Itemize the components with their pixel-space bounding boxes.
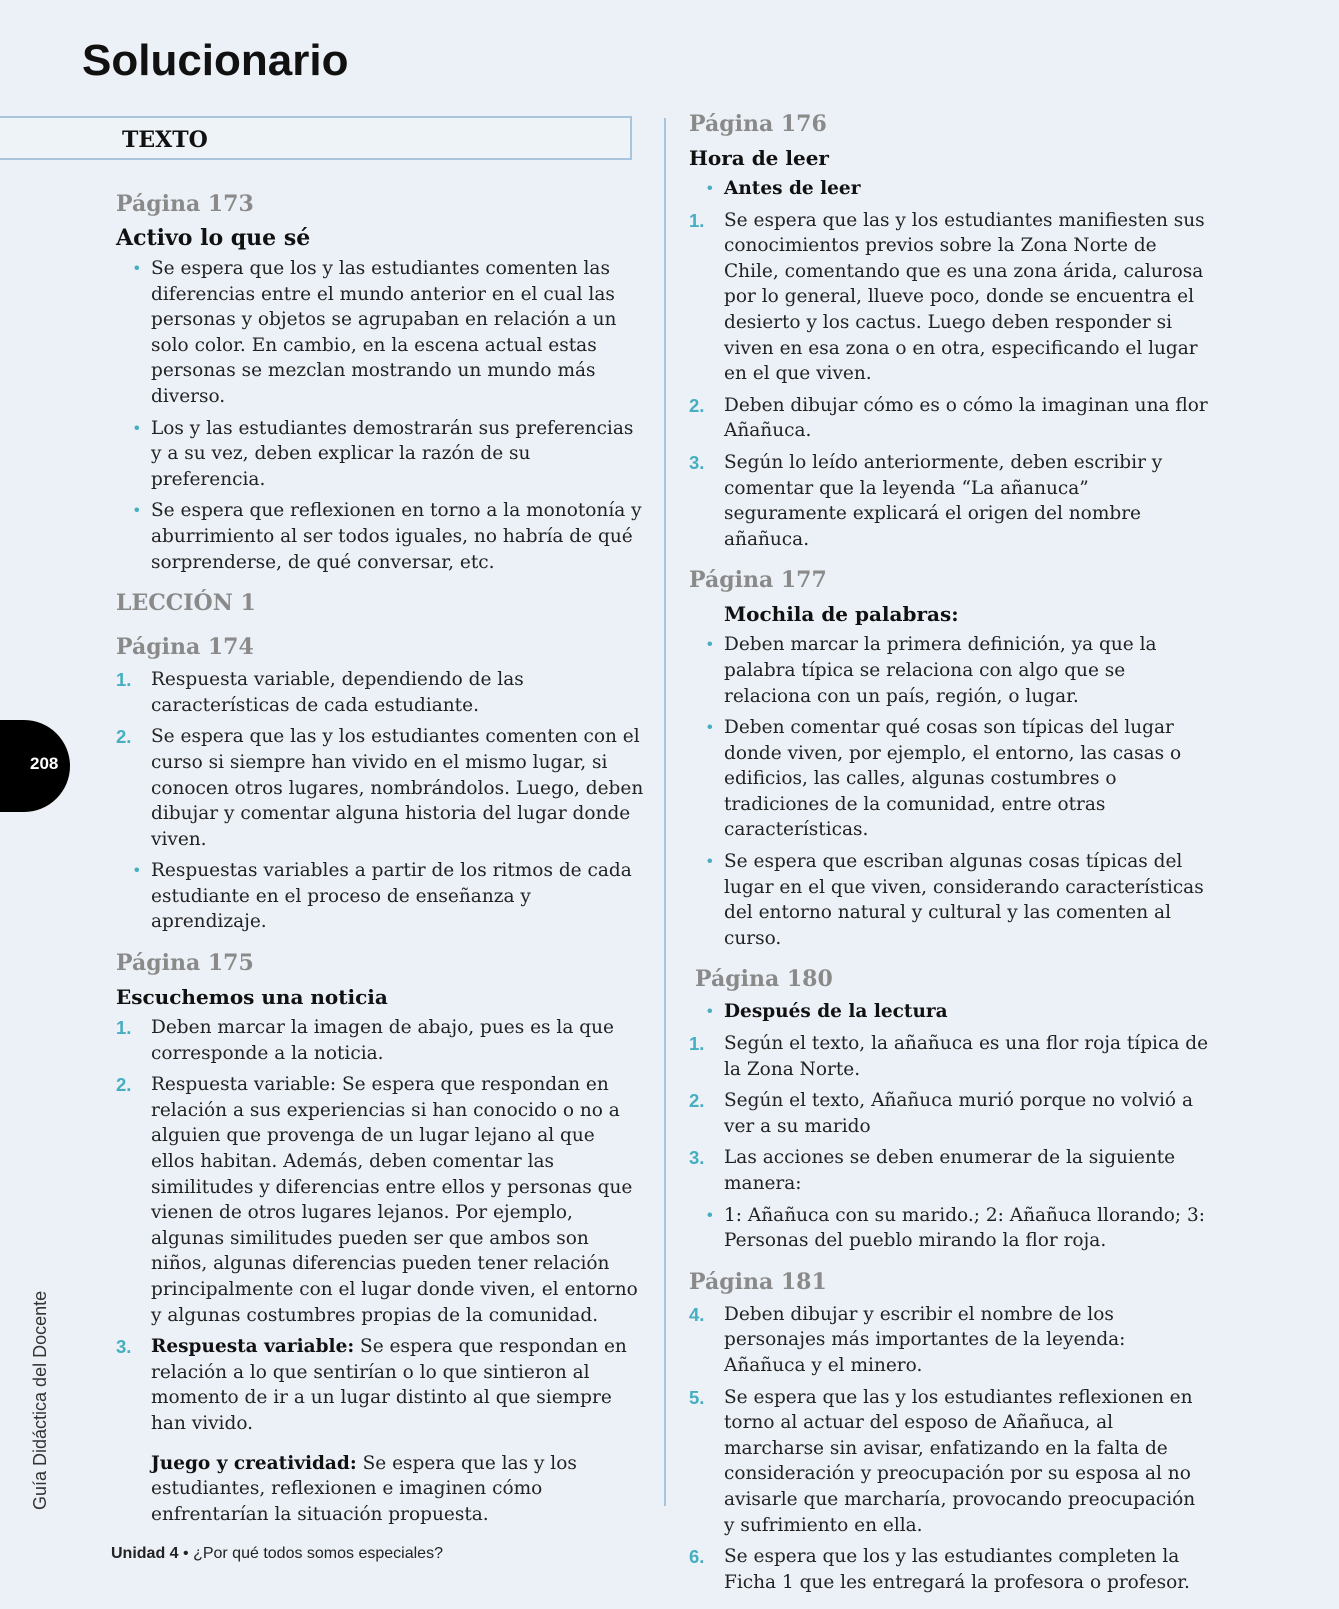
list-item: • Después de la lectura [689,999,1209,1025]
list-item: • Antes de leer [689,176,1209,202]
list-item: • Respuestas variables a partir de los ritmos de cada estudiante en el proceso de enseñanza y aprendizaje. [134,860,632,933]
bullet-dot-icon: • [707,853,713,871]
list-item: 3. Las acciones se deben enumerar de la siguiente manera: [689,1147,1176,1194]
list-item: 1. Respuesta variable, dependiendo de las características de cada estudiante. [116,669,524,716]
list-item: • Se espera que reflexionen en torno a la monotonía y aburrimiento al ser todos iguales, no habría de qué sorprenderse, de qué conversar, etc. [134,500,642,573]
list-item: 1. Se espera que las y los estudiantes manifiesten sus conocimientos previos sobre la Zona Norte de Chile, comentando que es una zona árida, calurosa por lo general, llueve poco, donde se encuentra el desierto y los cactus. Luego deben responder si viven en esa zona o en otra, especificando el lugar en el que viven. [689,209,1205,385]
page-heading-174: Página 174 [116,634,254,661]
bullet-dot-icon: • [707,1003,713,1021]
page-number-tab [0,720,70,812]
list-item: 2. Se espera que las y los estudiantes comenten con el curso si siempre han vivido en el mismo lugar, si conocen otros lugares, nombrándolos. Luego, deben dibujar y comentar alguna historia del lugar donde viven. [116,726,644,850]
bullet-list-177 [689,632,1209,951]
lesson-heading: LECCIÓN 1 [116,590,256,617]
left-column [116,190,644,1527]
subheading-activo: Activo lo que sé [116,225,311,251]
bullet-dot-icon: • [707,180,713,197]
list-180 [689,999,1209,1253]
section-label-box [0,116,632,160]
list-item: • Los y las estudiantes demostrarán sus preferencias y a su vez, deben explicar la razón de su preferencia. [134,417,634,490]
side-label: Guía Didáctica del Docente [30,1290,50,1510]
list-item: • 1: Añañuca con su marido.; 2: Añañuca llorando; 3: Personas del pueblo mirando la flor roja. [707,1204,1205,1252]
footer-unit: Unidad 4 [111,1545,179,1562]
list-item: 5. Se espera que las y los estudiantes reflexionen en torno al actuar del esposo de Añañuca, al marcharse sin avisar, enfatizando en la falta de consideración y preocupación por su esposa al no avisarle que marcharía, provocando preocupación y sufrimiento en ella. [689,1386,1196,1536]
list-item: 6. Se espera que los y las estudiantes completen la Ficha 1 que les entregará la profesora o profesor. [689,1546,1190,1593]
list-item: • Deben marcar la primera definición, ya que la palabra típica se relaciona con algo que se relaciona con un país, región, o lugar. [707,634,1157,707]
page-heading-175: Página 175 [116,950,254,977]
bullet-list-173 [116,256,644,575]
numbered-list-181 [689,1302,1209,1596]
page-title: Solucionario [82,36,349,85]
list-item: 1. Deben marcar la imagen de abajo, pues es la que corresponde a la noticia. [116,1017,614,1064]
bullet-dot-icon: • [707,636,713,654]
page-heading-177: Página 177 [689,567,827,594]
page-heading-173: Página 173 [116,191,254,217]
page-heading-176: Página 176 [689,111,827,137]
list-item: • Se espera que escriban algunas cosas típicas del lugar en el que viven, considerando características del entorno natural y cultural y las comenten al curso. [707,851,1204,949]
footer-separator: • [178,1545,194,1562]
page-number: 208 [30,754,59,773]
list-item: 3. Según lo leído anteriormente, deben escribir y comentar que la leyenda “La añanuca” seguramente explicará el origen del nombre añañuca. [689,451,1163,550]
list-item: 2. Según el texto, Añañuca murió porque no volvió a ver a su marido [689,1090,1193,1137]
page-heading-180: Página 180 [695,966,833,993]
list-item: 3. Respuesta variable: Se espera que respondan en relación a lo que sentirían o lo que sintieron al momento de ir a un lugar distinto al que siempre han vivido. [116,1336,627,1434]
numbered-list-175 [116,1015,644,1437]
column-divider [664,118,666,1506]
bullet-dot-icon: • [134,260,140,277]
page-heading-181: Página 181 [689,1268,827,1295]
list-item: • Se espera que los y las estudiantes comenten las diferencias entre el mundo anterior en el cual las personas y objetos se agrupaban en relación a un solo color. En cambio, en la escena actual estas personas se mezclan mostrando un mundo más diverso. [134,258,617,407]
numbered-list-174 [116,667,644,935]
list-item: • Deben comentar qué cosas son típicas del lugar donde viven, por ejemplo, el entorno, las casas o edificios, las calles, algunas costumbres o tradiciones de la comunidad, entre otras características. [707,717,1182,841]
footer-subtitle: ¿Por qué todos somos especiales? [193,1545,443,1562]
bullet-dot-icon: • [707,1206,713,1224]
list-item: 2. Respuesta variable: Se espera que respondan en relación a sus experiencias si han conocido o no a alguien que provenga de un lugar lejano al que ellos habitan. Además, deben comentar las similitudes y diferencias entre ellos y personas que vienen de otros lugares lejanos. Por ejemplo, algunas similitudes pueden ser que ambos son niños, algunas diferencias pueden tener relación principalmente con el lugar donde viven, el entorno y algunas costumbres propias de la comunidad. [116,1074,638,1326]
list-item: 1. Según el texto, la añañuca es una flor roja típica de la Zona Norte. [689,1033,1209,1080]
subheading-escuchemos: Escuchemos una noticia [116,985,388,1010]
footer [111,1545,443,1563]
subheading-mochila: Mochila de palabras: [724,602,959,627]
subheading-hora-de-leer: Hora de leer [689,146,829,170]
bullet-dot-icon: • [134,502,140,520]
bullet-dot-icon: • [707,719,713,737]
bullet-dot-icon: • [134,419,140,437]
list-176 [689,176,1209,552]
bullet-dot-icon: • [134,862,140,880]
list-item: 2. Deben dibujar cómo es o cómo la imaginan una flor Añañuca. [689,394,1208,442]
list-item: 4. Deben dibujar y escribir el nombre de los personajes más importantes de la leyenda: Añañuca y el minero. [689,1303,1126,1376]
right-column [689,110,1209,1609]
juego-creatividad-paragraph: Juego y creatividad: Se espera que las y los estudiantes, reflexionen e imaginen cómo enfrentarían la situación propuesta. [151,1452,577,1525]
section-label: TEXTO [122,127,208,153]
